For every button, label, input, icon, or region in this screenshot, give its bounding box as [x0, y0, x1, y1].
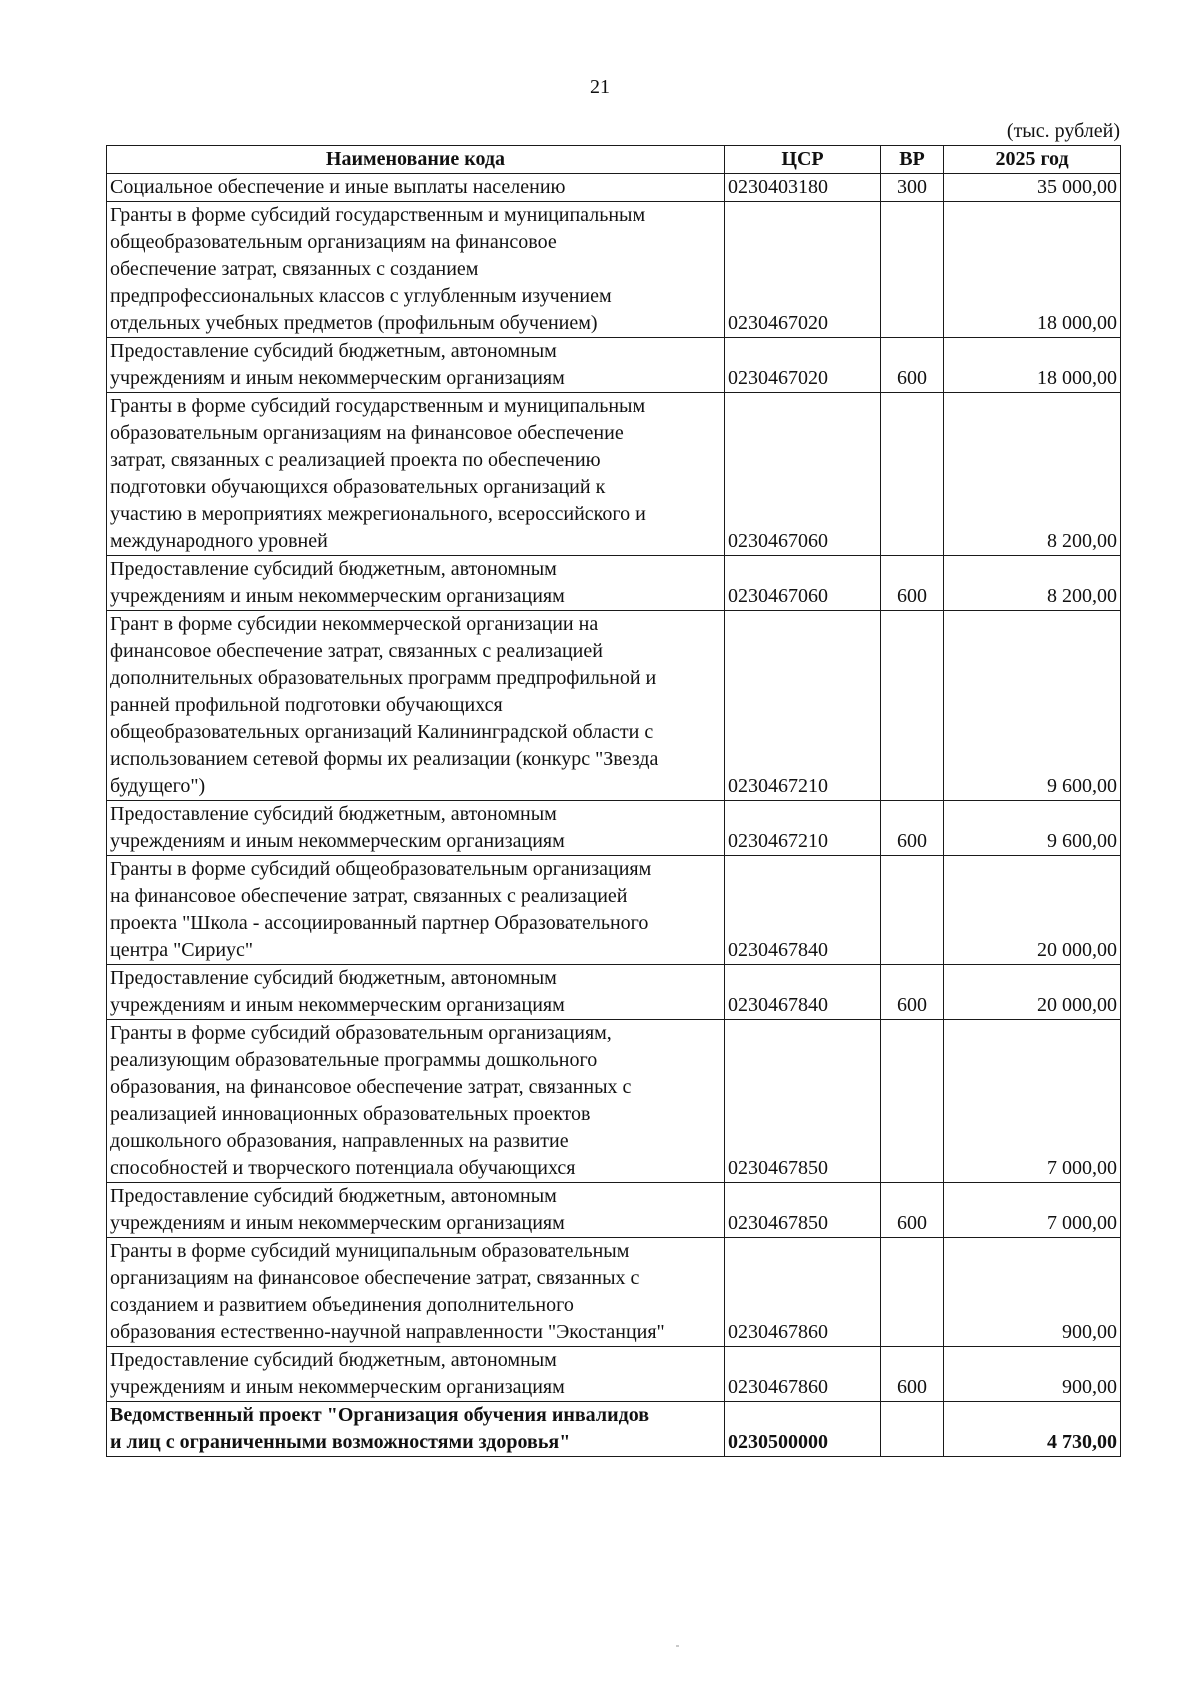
row-vr: 600: [881, 338, 944, 393]
row-csr: 0230467210: [725, 611, 881, 801]
row-name-line: созданием и развитием объединения дополнительного: [110, 1294, 574, 1316]
row-name-line: реализующим образовательные программы дошкольного: [110, 1049, 598, 1071]
row-vr: 300: [881, 174, 944, 202]
row-vr: [881, 393, 944, 556]
row-name-line: общеобразовательных организаций Калининградской области с: [110, 721, 654, 743]
row-csr: 0230467210: [725, 801, 881, 856]
row-name-line: дошкольного образования, направленных на развитие: [110, 1130, 569, 1152]
row-vr: 600: [881, 1183, 944, 1238]
row-vr: 600: [881, 965, 944, 1020]
table-body: [107, 174, 1121, 1457]
row-vr: [881, 1238, 944, 1347]
row-name-line: Предоставление субсидий бюджетным, автономным: [110, 558, 557, 580]
row-name: [107, 338, 725, 393]
row-csr: 0230467840: [725, 965, 881, 1020]
row-name: [107, 801, 725, 856]
row-sum: 7 000,00: [944, 1020, 1121, 1183]
row-sum: 20 000,00: [944, 856, 1121, 965]
table-row: [107, 393, 1121, 556]
row-name-line: будущего"): [110, 775, 206, 797]
row-name-line: участию в мероприятиях межрегионального, всероссийского и: [110, 503, 646, 525]
row-csr: 0230403180: [725, 174, 881, 202]
header-year: 2025 год: [944, 146, 1121, 174]
table-row: [107, 801, 1121, 856]
row-csr: 0230467020: [725, 202, 881, 338]
page-number: 21: [590, 76, 610, 98]
row-vr: [881, 1020, 944, 1183]
row-sum: 20 000,00: [944, 965, 1121, 1020]
row-name-line: Гранты в форме субсидий общеобразовательным организациям: [110, 858, 652, 880]
row-vr: [881, 856, 944, 965]
row-csr: 0230467850: [725, 1020, 881, 1183]
row-name-line: Гранты в форме субсидий муниципальным образовательным: [110, 1240, 630, 1262]
row-name-line: общеобразовательным организациям на финансовое: [110, 231, 557, 253]
row-sum: 9 600,00: [944, 801, 1121, 856]
row-name-line: предпрофессиональных классов с углубленным изучением: [110, 285, 612, 307]
table-row: [107, 965, 1121, 1020]
row-name-line: на финансовое обеспечение затрат, связанных с реализацией: [110, 885, 628, 907]
row-name-line: Гранты в форме субсидий государственным и муниципальным: [110, 395, 646, 417]
row-name-line: использованием сетевой формы их реализации (конкурс "Звезда: [110, 748, 659, 770]
row-csr: 0230467860: [725, 1238, 881, 1347]
row-name-line: Предоставление субсидий бюджетным, автономным: [110, 1349, 557, 1371]
row-name-line: отдельных учебных предметов (профильным обучением): [110, 312, 598, 334]
row-name-line: способностей и творческого потенциала обучающихся: [110, 1157, 576, 1179]
row-name-line: Социальное обеспечение и иные выплаты населению: [110, 176, 566, 198]
row-vr: [881, 202, 944, 338]
row-name: [107, 965, 725, 1020]
row-name-line: учреждениям и иным некоммерческим организациям: [110, 585, 565, 607]
row-name-line: проекта "Школа - ассоциированный партнер Образовательного: [110, 912, 649, 934]
header-vr: ВР: [881, 146, 944, 174]
table-row: [107, 202, 1121, 338]
row-name-line: Предоставление субсидий бюджетным, автономным: [110, 803, 557, 825]
row-name-line: финансовое обеспечение затрат, связанных с реализацией: [110, 640, 603, 662]
row-name-line: учреждениям и иным некоммерческим организациям: [110, 1212, 565, 1234]
row-name: [107, 393, 725, 556]
row-name: [107, 1402, 725, 1457]
row-sum: 7 000,00: [944, 1183, 1121, 1238]
row-sum: 8 200,00: [944, 393, 1121, 556]
row-name: [107, 611, 725, 801]
row-name: [107, 1183, 725, 1238]
row-name-line: международного уровней: [110, 530, 328, 552]
units-label: (тыс. рублей): [1006, 120, 1120, 142]
row-name-line: подготовки обучающихся образовательных организаций к: [110, 476, 606, 498]
row-name-line: центра "Сириус": [110, 939, 254, 961]
header-csr: ЦСР: [725, 146, 881, 174]
row-name-line: образования естественно-научной направленности "Экостанция": [110, 1321, 665, 1343]
row-name-line: организациям на финансовое обеспечение затрат, связанных с: [110, 1267, 640, 1289]
table-row: [107, 1347, 1121, 1402]
row-csr: 0230467060: [725, 556, 881, 611]
table-row: [107, 174, 1121, 202]
table-row: [107, 1183, 1121, 1238]
row-sum: 18 000,00: [944, 338, 1121, 393]
row-name: [107, 1347, 725, 1402]
row-name: [107, 856, 725, 965]
table-row: [107, 556, 1121, 611]
row-name-line: учреждениям и иным некоммерческим организациям: [110, 1376, 565, 1398]
row-name: [107, 1020, 725, 1183]
row-name-line: учреждениям и иным некоммерческим организациям: [110, 994, 565, 1016]
row-name-line: реализацией инновационных образовательных проектов: [110, 1103, 591, 1125]
row-name-line: Грант в форме субсидии некоммерческой организации на: [110, 613, 599, 635]
row-name-line: образовательным организациям на финансовое обеспечение: [110, 422, 624, 444]
row-name: [107, 202, 725, 338]
row-csr: 0230467060: [725, 393, 881, 556]
row-csr: 0230467020: [725, 338, 881, 393]
row-csr: 0230467840: [725, 856, 881, 965]
row-csr: 0230500000: [725, 1402, 881, 1457]
row-vr: 600: [881, 1347, 944, 1402]
row-name-line: и лиц с ограниченными возможностями здоровья": [110, 1431, 571, 1453]
row-name-line: учреждениям и иным некоммерческим организациям: [110, 830, 565, 852]
table-row: [107, 611, 1121, 801]
row-sum: 18 000,00: [944, 202, 1121, 338]
row-vr: 600: [881, 556, 944, 611]
row-name: [107, 556, 725, 611]
row-csr: 0230467860: [725, 1347, 881, 1402]
row-csr: 0230467850: [725, 1183, 881, 1238]
row-sum: 900,00: [944, 1347, 1121, 1402]
row-name-line: Гранты в форме субсидий государственным и муниципальным: [110, 204, 646, 226]
row-name-line: Предоставление субсидий бюджетным, автономным: [110, 1185, 557, 1207]
row-sum: 8 200,00: [944, 556, 1121, 611]
row-sum: 35 000,00: [944, 174, 1121, 202]
row-name-line: образования, на финансовое обеспечение затрат, связанных с: [110, 1076, 632, 1098]
row-name-line: учреждениям и иным некоммерческим организациям: [110, 367, 565, 389]
table-row: [107, 338, 1121, 393]
row-name: [107, 174, 725, 202]
row-sum: 4 730,00: [944, 1402, 1121, 1457]
row-name-line: затрат, связанных с реализацией проекта по обеспечению: [110, 449, 601, 471]
row-name-line: Ведомственный проект "Организация обучения инвалидов: [110, 1404, 650, 1426]
scan-dot: [676, 1645, 679, 1647]
table-row: [107, 1402, 1121, 1457]
row-vr: [881, 1402, 944, 1457]
row-sum: 900,00: [944, 1238, 1121, 1347]
row-vr: [881, 611, 944, 801]
row-name-line: Гранты в форме субсидий образовательным организациям,: [110, 1022, 612, 1044]
table-row: [107, 1020, 1121, 1183]
header-name: Наименование кода: [107, 146, 725, 174]
row-vr: 600: [881, 801, 944, 856]
row-name-line: обеспечение затрат, связанных с созданием: [110, 258, 479, 280]
row-name-line: ранней профильной подготовки обучающихся: [110, 694, 503, 716]
row-name: [107, 1238, 725, 1347]
table-row: [107, 1238, 1121, 1347]
row-name-line: Предоставление субсидий бюджетным, автономным: [110, 967, 557, 989]
budget-table: [106, 145, 1121, 1457]
row-name-line: дополнительных образовательных программ предпрофильной и: [110, 667, 657, 689]
table-row: [107, 856, 1121, 965]
table-header-row: [107, 146, 1121, 174]
row-sum: 9 600,00: [944, 611, 1121, 801]
row-name-line: Предоставление субсидий бюджетным, автономным: [110, 340, 557, 362]
